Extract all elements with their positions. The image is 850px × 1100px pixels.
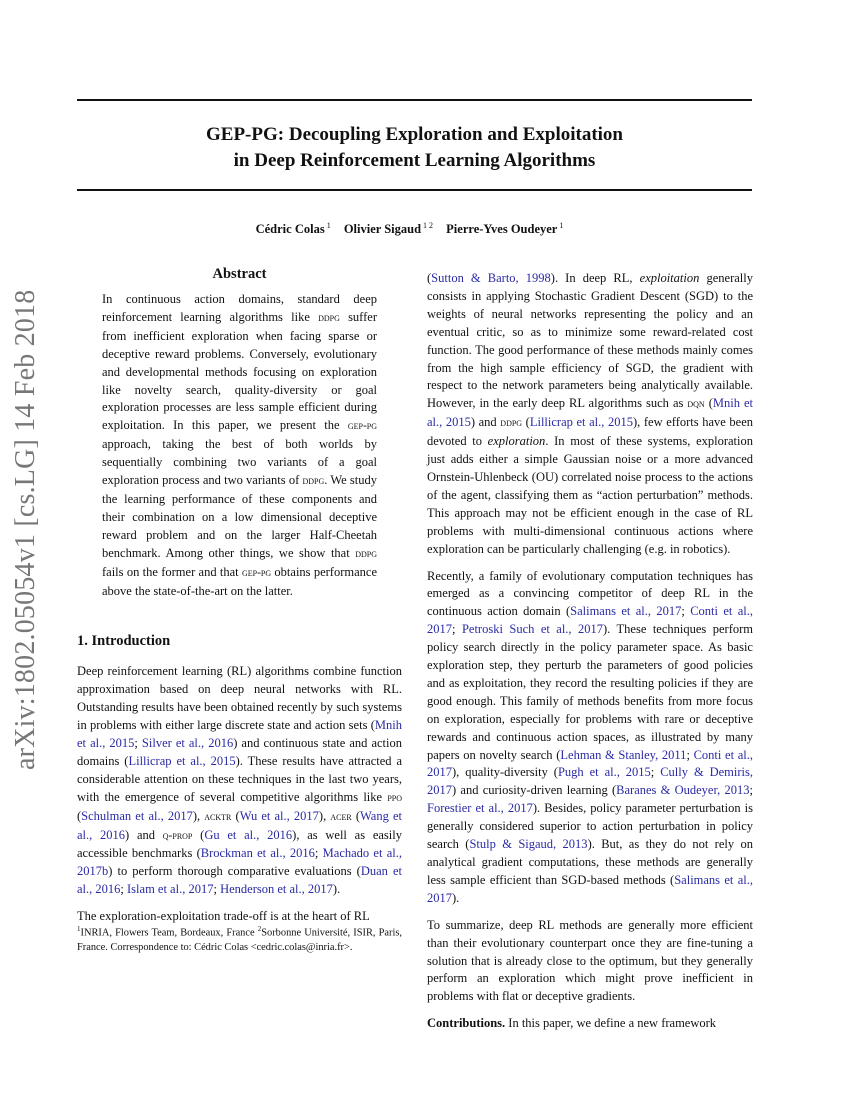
citation-link[interactable]: Salimans et al., 2017 [570, 604, 682, 619]
author-name: Olivier Sigaud [343, 222, 422, 236]
citation-link[interactable]: Lillicrap et al., 2015 [128, 753, 236, 768]
top-rule [77, 99, 752, 101]
arxiv-identifier: arXiv:1802.05054v1 [cs.LG] 14 Feb 2018 [10, 289, 41, 770]
intro-paragraph: Deep reinforcement learning (RL) algorithms combine function approximation based on deep neural networks with RL. Outstanding results have been obtained recently by such systems in problems with either large discrete state and action sets (Mnih et al., 2015; Silver et al., 2016) and continuous state and action domains (Lillicrap et al., 2015). These results have attracted a considerable attention on these techniques in the last two years, with the emergence of several competitive algorithms like ppo (Schulman et al., 2017), acktr (Wu et al., 2017), acer (Wang et al., 2016) and q-prop (Gu et al., 2016), as well as easily accessible benchmarks (Brockman et al., 2016; Machado et al., 2017b) to perform thorough comparative evaluations (Duan et al., 2016; Islam et al., 2017; Henderson et al., 2017). [77, 664, 403, 897]
citation-link[interactable]: Wang et al., 2016 [77, 808, 402, 842]
citation-link[interactable]: Duan et al., 2016 [77, 864, 402, 897]
left-column [77, 264, 402, 926]
citation-link[interactable]: Schulman et al., 2017 [81, 808, 193, 823]
abstract-text: In continuous action domains, standard deep reinforcement learning algorithms like ddpg suffer from inefficient exploration when facing sparse or deceptive reward problems. Conversely, evolutionary and developmental methods focusing on exploration like novelty search, quality-diversity or goal exploration processes are less sample efficient during exploitation. In this paper, we present the gep-pg approach, taking the best of both worlds by sequentially combining two variants of a goal exploration process and two variants of ddpg. We study the learning performance of these components and their combination on a low dimensional deceptive reward problem and on the larger Half-Cheetah benchmark. Among other things, we show that ddpg fails on the former and that gep-pg obtains performance above the state-of-the-art on the latter. [102, 292, 378, 598]
citation-link[interactable]: Salimans et al., 2017 [427, 872, 753, 905]
citation-link[interactable]: Petroski Such et al., 2017 [461, 622, 604, 637]
author-list [77, 221, 752, 237]
body-paragraph: (Sutton & Barto, 1998). In deep RL, exploitation generally consists in applying Stochastic Gradient Descent (SGD) to the weights of neural networks representing the policy and an eventual critic, so as to minimize some reward-related cost function. The good performance of these methods mainly comes from the high sample efficiency of SGD, the gradient with respect to the network parameters being analytically available. However, in the early deep RL algorithms such as dqn (Mnih et al., 2015) and ddpg (Lillicrap et al., 2015), few efforts have been devoted to exploration. In most of these systems, exploration just adds either a simple Gaussian noise or a more advanced Ornstein-Uhlenbeck (OU) correlated noise process to the actions of the agent, classifying them as “action perturbation” methods. This approach may not be efficient enough in the case of RL problems with multi-dimensional continuous actions where exploration can be particularly challenging (e.g. in robotics). [427, 271, 754, 556]
citation-link[interactable]: Cully & Demiris, 2017 [427, 765, 754, 798]
affiliation-footnote: $^1$INRIA, Flowers Team, Bordeaux, France $^2$Sorbonne Université, ISIR, Paris, France. Correspondence to: Cédric Colas <cedric.colas@inria.fr>. [77, 925, 402, 953]
author-affiliation: 1 2 [423, 221, 434, 230]
body-paragraph: Contributions. In this paper, we define a new framework [427, 1016, 717, 1031]
citation-link[interactable]: Silver et al., 2016 [141, 736, 234, 751]
citation-link[interactable]: Pugh et al., 2015 [557, 765, 651, 780]
citation-link[interactable]: Gu et al., 2016 [204, 827, 293, 842]
citation-link[interactable]: Baranes & Oudeyer, 2013 [616, 783, 750, 798]
citation-link[interactable]: Stulp & Sigaud, 2013 [469, 837, 588, 852]
paragraph-heading: Contributions. [427, 1016, 506, 1031]
body-paragraph: To summarize, deep RL methods are generally more efficient than their evolutionary counterpart once they are fine-tuning a solution that is already close to the optimum, but they generally perform an exploration which might prove inefficient in problems with flat or deceptive gradients. [427, 917, 753, 1004]
author-affiliation: 1 [559, 221, 564, 230]
citation-link[interactable]: Wu et al., 2017 [239, 808, 319, 823]
citation-link[interactable]: Henderson et al., 2017 [220, 882, 333, 897]
right-column [427, 270, 753, 1033]
citation-link[interactable]: Conti et al., 2017 [427, 604, 754, 637]
author-name: Pierre-Yves Oudeyer [446, 222, 558, 236]
citation-link[interactable]: Mnih et al., 2015 [77, 718, 402, 751]
citation-link[interactable]: Lillicrap et al., 2015 [529, 415, 633, 430]
title-bottom-rule [77, 189, 752, 191]
abstract-heading: Abstract [212, 266, 267, 282]
paper-title: GEP-PG: Decoupling Exploration and Exploitation in Deep Reinforcement Learning Algorithms [206, 124, 623, 171]
citation-link[interactable]: Mnih et al., 2015 [427, 396, 754, 430]
citation-link[interactable]: Lehman & Stanley, 2011 [560, 747, 687, 762]
citation-link[interactable]: Islam et al., 2017 [127, 882, 214, 897]
citation-link[interactable]: Forestier et al., 2017 [427, 801, 533, 816]
citation-link[interactable]: Brockman et al., 2016 [200, 846, 315, 861]
citation-link[interactable]: Machado et al., 2017b [77, 846, 402, 879]
section-heading-introduction: 1. Introduction [77, 633, 171, 650]
author-name: Cédric Colas [255, 222, 325, 236]
body-paragraph: Recently, a family of evolutionary computation techniques has emerged as a convincing competitor of deep RL in the continuous action domain (Salimans et al., 2017; Conti et al., 2017; Petroski Such et al., 2017). These techniques perform policy search directly in the policy parameter space. As basic exploration step, they perturb the parameters of good policies and as exploitation, they record the resulting policies if they are good enough. This family of methods benefits from more focus on exploration, especially for problems with rare or deceptive rewards and continuous action spaces, as illustrated by many papers on novelty search (Lehman & Stanley, 2011; Conti et al., 2017), quality-diversity (Pugh et al., 2015; Cully & Demiris, 2017) and curiosity-driven learning (Baranes & Oudeyer, 2013; Forestier et al., 2017). Besides, policy parameter perturbation is generally considered superior to action perturbation in policy search (Stulp & Sigaud, 2013). But, as they do not rely on analytical gradient computations, these methods are generally less sample efficient than SGD-based methods (Salimans et al., 2017). [427, 568, 754, 905]
citation-link[interactable]: Sutton & Barto, 1998 [431, 271, 551, 285]
intro-paragraph: The exploration-exploitation trade-off is at the heart of RL [77, 909, 370, 924]
author-affiliation: 1 [326, 221, 331, 230]
citation-link[interactable]: Conti et al., 2017 [427, 747, 754, 780]
